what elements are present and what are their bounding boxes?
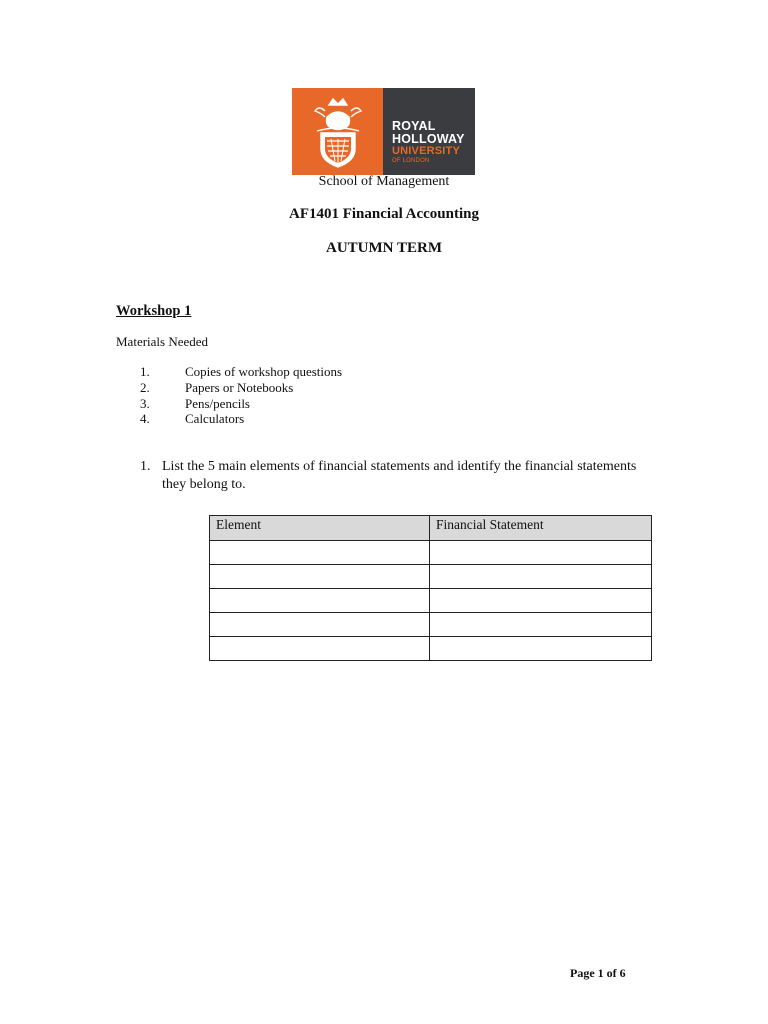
logo-line-royal: ROYAL bbox=[392, 119, 436, 133]
table-header-row bbox=[210, 516, 652, 541]
list-number: 2. bbox=[140, 380, 150, 395]
list-text: Calculators bbox=[185, 411, 245, 426]
materials-heading: Materials Needed bbox=[116, 334, 209, 349]
question-text: List the 5 main elements of financial statements and identify the financial statements they belong to. bbox=[162, 459, 637, 492]
workshop-title: Workshop 1 bbox=[116, 303, 192, 319]
list-number: 4. bbox=[140, 411, 150, 426]
column-header-element: Element bbox=[210, 516, 430, 541]
table-row bbox=[210, 613, 652, 637]
list-text: Pens/pencils bbox=[185, 396, 250, 411]
table-cell bbox=[430, 637, 652, 661]
materials-list-item bbox=[140, 411, 244, 427]
logo-line-of-london: OF LONDON bbox=[392, 158, 430, 164]
materials-list-item bbox=[140, 396, 250, 412]
table-cell bbox=[210, 541, 430, 565]
table-cell bbox=[430, 613, 652, 637]
column-header-financial-statement: Financial Statement bbox=[430, 516, 652, 541]
table-cell bbox=[210, 565, 430, 589]
table-cell bbox=[430, 589, 652, 613]
elements-table bbox=[209, 515, 652, 661]
page-number: Page 1 of 6 bbox=[570, 966, 626, 980]
materials-list-item bbox=[140, 364, 342, 380]
logo-wordmark bbox=[383, 88, 475, 175]
course-title: AF1401 Financial Accounting bbox=[288, 206, 479, 222]
question-number: 1. bbox=[140, 459, 151, 474]
list-text: Copies of workshop questions bbox=[185, 364, 343, 379]
table-row bbox=[210, 637, 652, 661]
table-cell bbox=[430, 541, 652, 565]
table-cell bbox=[210, 613, 430, 637]
list-number: 3. bbox=[140, 396, 150, 411]
logo-line-holloway: HOLLOWAY bbox=[392, 132, 465, 146]
university-logo bbox=[292, 88, 475, 175]
question-1 bbox=[140, 458, 640, 494]
table-cell bbox=[210, 637, 430, 661]
table-cell bbox=[430, 565, 652, 589]
list-text: Papers or Notebooks bbox=[185, 380, 294, 395]
crest-icon bbox=[292, 88, 383, 175]
materials-list-item bbox=[140, 380, 293, 396]
list-number: 1. bbox=[140, 364, 150, 379]
term-title: AUTUMN TERM bbox=[326, 240, 442, 256]
logo-line-university: UNIVERSITY bbox=[392, 145, 461, 157]
table-row bbox=[210, 565, 652, 589]
school-name: School of Management bbox=[318, 174, 450, 189]
table-row bbox=[210, 541, 652, 565]
table-cell bbox=[210, 589, 430, 613]
table-row bbox=[210, 589, 652, 613]
